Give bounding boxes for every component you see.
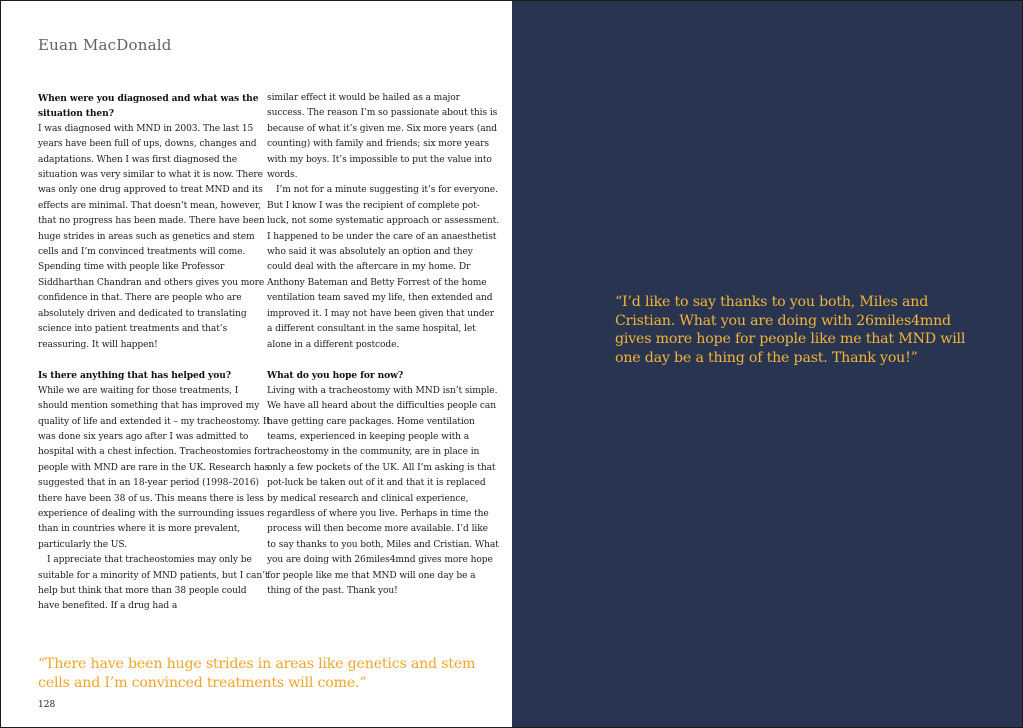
answer-paragraph: similar effect it would be hailed as a major success. The reason I’m so passionate about this is because of what it’s given me. Six more years (and counting) with family and friends; six more years with my boys. It’s impossible to put the value into words.: [267, 93, 498, 181]
question-heading: When were you diagnosed and what was the situation then?: [38, 93, 259, 120]
page-number: 128: [38, 700, 56, 710]
text-column-right: [267, 91, 499, 599]
featured-quote: “I’d like to say thanks to you both, Miles and Cristian. What you are doing with 26miles4mnd gives more hope for people like me that MND will one day be a thing of the past. Thank you!”: [615, 294, 966, 366]
answer-paragraph: Living with a tracheostomy with MND isn’t simple. We have all heard about the difficulties people can have getting care packages. Home ventilation teams, experienced in keeping people with a tracheostomy in the community, are in place in only a few pockets of the UK. All I’m asking is that pot-luck be taken out of it and that it is replaced by medical research and clinical experience, regardless of where you live. Perhaps in time the process will then become more available. I’d like to say thanks to you both, Miles and Cristian. What you are doing with 26miles4mnd gives more hope for people like me that MND will one day be a thing of the past. Thank you!: [267, 385, 499, 596]
question-heading: Is there anything that has helped you?: [38, 370, 231, 382]
question-heading: What do you hope for now?: [267, 370, 404, 382]
answer-paragraph: While we are waiting for those treatments, I should mention something that has improved my quality of life and extended it – my tracheostomy. It was done six years ago after I was admitted to hospital with a chest infection. Tracheostomies for people with MND are rare in the UK. Research has suggested that in an 18-year period (1998–2016) there have been 38 of us. This means there is less experience of dealing with the surrounding issues than in countries where it is more prevalent, particularly the US.: [38, 385, 270, 550]
answer-paragraph: I was diagnosed with MND in 2003. The last 15 years have been full of ups, downs, changes and adaptations. When I was first diagnosed the situation was very similar to what it is now. There was only one drug approved to treat MND and its effects are minimal. That doesn’t mean, however, that no progress has been made. There have been huge strides in areas such as genetics and stem cells and I’m convinced treatments will come. Spending time with people like Professor Siddharthan Chandran and others gives you more confidence in that. There are people who are absolutely driven and dedicated to translating science into patient treatments and that’s reassuring. It will happen!: [38, 123, 265, 350]
paragraph-gap: [38, 353, 270, 368]
author-name: Euan MacDonald: [38, 36, 172, 54]
right-page: [512, 1, 1022, 727]
paragraph-gap: [267, 353, 499, 368]
answer-paragraph: I appreciate that tracheostomies may only be suitable for a minority of MND patients, but I can’t help but think that more than 38 people could have benefited. If a drug had a: [38, 555, 269, 612]
pull-quote: “There have been huge strides in areas like genetics and stem cells and I’m convinced treatments will come.”: [38, 656, 476, 691]
left-page: [1, 1, 512, 727]
text-column-left: [38, 91, 270, 615]
answer-paragraph: I’m not for a minute suggesting it’s for everyone. But I know I was the recipient of complete pot-luck, not some systematic approach or assessment. I happened to be under the care of an anaesthetist who said it was absolutely an option and they could deal with the aftercare in my home. Dr Anthony Bateman and Betty Forrest of the home ventilation team saved my life, then extended and improved it. I may not have been given that under a different consultant in the same hospital, let alone in a different postcode.: [267, 185, 499, 350]
